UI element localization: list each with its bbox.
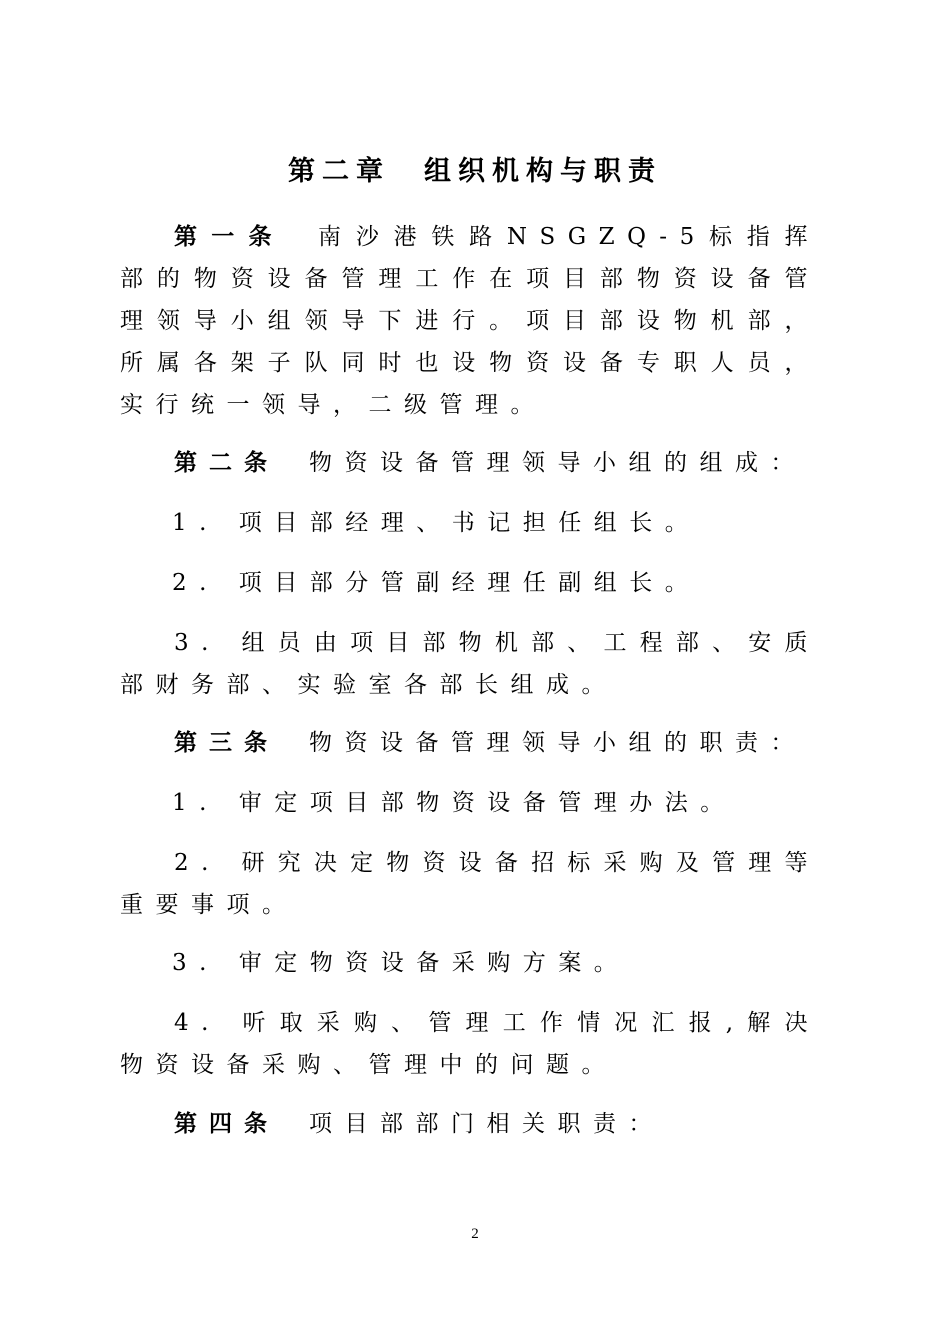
article-2-item-3: 3. 组员由项目部物机部、工程部、安质部财务部、实验室各部长组成。 (120, 630, 820, 698)
page-number: 2 (471, 1226, 479, 1242)
article-1-paragraph (120, 216, 820, 426)
article-2-item-1: 1. 项目部经理、书记担任组长。 (172, 510, 701, 536)
article-2-label: 第二条 (174, 450, 279, 476)
chapter-name: 组织机构与职责 (424, 156, 662, 187)
article-1-text: 南沙港铁路NSGZQ-5标指挥部的物资设备管理工作在项目部物资设备管理领导小组领导下进行。项目部设物机部，所属各架子队同时也设物资设备专职人员，实行统一领导，二级管理。 (120, 224, 821, 418)
article-3-label: 第三条 (174, 730, 279, 756)
article-3-text: 物资设备管理领导小组的职责： (309, 730, 806, 756)
article-2-item-2: 2. 项目部分管副经理任副组长。 (172, 570, 701, 596)
article-4-label: 第四条 (174, 1111, 279, 1137)
article-4-paragraph (120, 1103, 820, 1145)
article-2-text: 物资设备管理领导小组的组成： (309, 450, 806, 476)
article-3-item-2: 2. 研究决定物资设备招标采购及管理等重要事项。 (120, 850, 820, 918)
article-3-item-1: 1. 审定项目部物资设备管理办法。 (172, 790, 736, 816)
chapter-number: 第二章 (288, 156, 390, 187)
article-4-text: 项目部部门相关职责： (309, 1111, 664, 1137)
article-3-item-4: 4. 听取采购、管理工作情况汇报,解决物资设备采购、管理中的问题。 (120, 1010, 820, 1078)
article-2-paragraph (120, 442, 820, 484)
chapter-title (0, 148, 950, 196)
article-3-item-3: 3. 审定物资设备采购方案。 (172, 950, 630, 976)
article-1-label: 第一条 (174, 224, 286, 250)
article-3-paragraph (120, 722, 820, 764)
